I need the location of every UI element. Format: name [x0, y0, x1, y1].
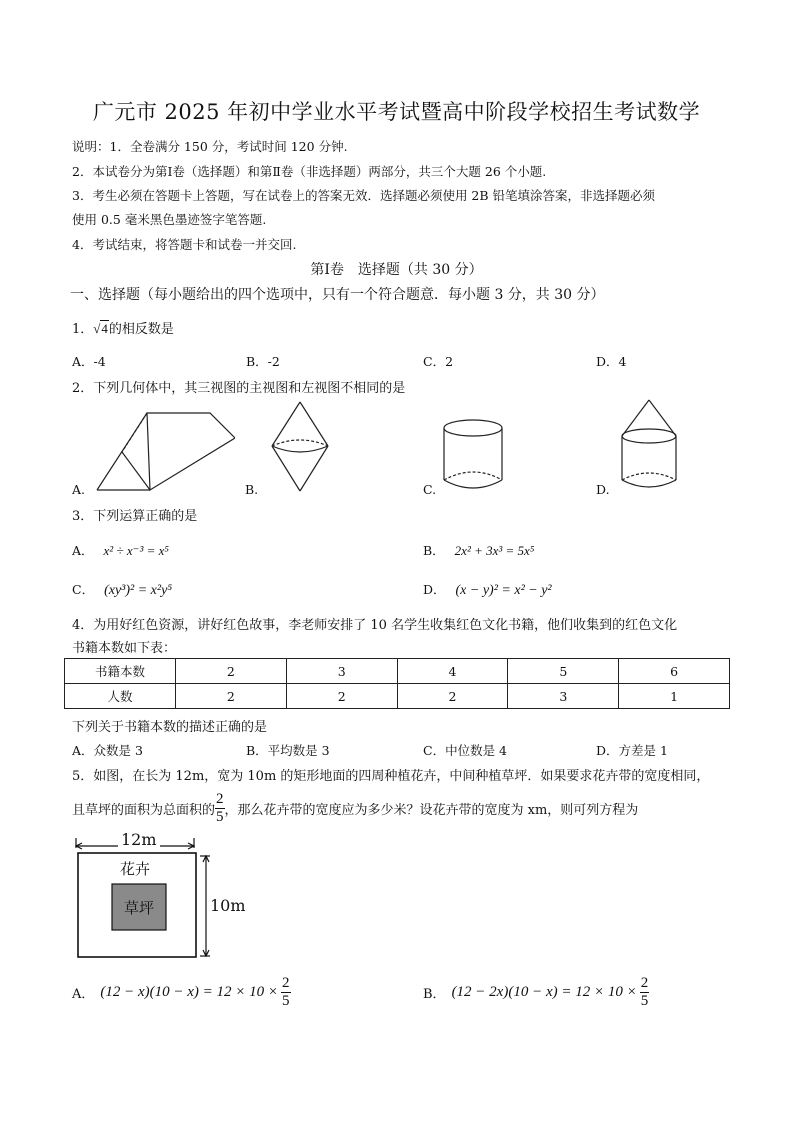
- q3-option-d: [423, 580, 552, 599]
- table-cell: 2: [176, 684, 287, 709]
- page-title: 广元市 2025 年初中学业水平考试暨高中阶段学校招生考试数学: [92, 100, 701, 124]
- q2-label-c: C.: [423, 482, 437, 497]
- note-2: 2．本试卷分为第Ⅰ卷（选择题）和第Ⅱ卷（非选择题）两部分，共三个大题 26 个小题.: [72, 164, 547, 179]
- q1-option-d: D．4: [596, 354, 627, 369]
- q2-label-d: D.: [596, 482, 610, 497]
- q3-expr-c: (xy³)² = x²y⁵: [104, 583, 173, 598]
- question-3: 3．下列运算正确的是: [72, 509, 198, 524]
- lawn-label: 草坪: [124, 899, 155, 917]
- table-row-header: 人数: [65, 684, 176, 709]
- sqrt-symbol: √: [93, 321, 101, 336]
- fraction-numerator: 2: [282, 974, 290, 991]
- q5-option-b: [423, 972, 649, 1012]
- q4-option-d: D．方差是 1: [596, 743, 668, 758]
- q5-text-b: ，那么花卉带的宽度应为多少米？设花卉带的宽度为 xm，则可列方程为: [224, 802, 639, 818]
- q5-label-b: B．: [423, 986, 446, 1002]
- flower-label: 花卉: [120, 860, 151, 878]
- table-cell: 1: [619, 684, 730, 709]
- q3-expr-b: 2x² + 3x³ = 5x⁵: [454, 543, 535, 558]
- note-1: 说明：1．全卷满分 150 分，考试时间 120 分钟.: [72, 139, 348, 154]
- q3-option-a: [72, 541, 169, 559]
- q2-label-a: A.: [72, 482, 86, 497]
- q5-option-a: [72, 972, 291, 1012]
- q4-option-c: C．中位数是 4: [423, 743, 507, 758]
- table-cell: 4: [397, 659, 508, 684]
- q5-label-a: A．: [72, 986, 95, 1002]
- question-1: [72, 318, 174, 337]
- table-row: [65, 684, 730, 709]
- table-cell: 5: [508, 659, 619, 684]
- q1-option-a: A．-4: [72, 354, 106, 369]
- table-cell: 6: [619, 659, 730, 684]
- section-title: 第Ⅰ卷 选择题（共 30 分）: [310, 262, 483, 278]
- fraction-numerator: 2: [640, 974, 649, 991]
- q3-option-b: [423, 541, 534, 559]
- q5-text-a: 且草坪的面积为总面积的: [72, 802, 216, 818]
- q3-expr-a: x² ÷ x⁻³ = x⁵: [103, 543, 169, 558]
- q3-expr-d: (x − y)² = x² − y²: [455, 583, 552, 598]
- table-row: [65, 659, 730, 684]
- table-cell: 2: [286, 684, 397, 709]
- q5-fraction: [215, 791, 225, 826]
- table-cell: 3: [508, 684, 619, 709]
- fraction-numerator: 2: [216, 790, 224, 807]
- q2-label-b: B.: [245, 482, 259, 497]
- q1-option-c: C．2: [423, 354, 454, 369]
- q5-expr-b: (12 − 2x)(10 − x) = 12 × 10 ×: [451, 983, 637, 1000]
- note-4: 4．考试结束，将答题卡和试卷一并交回.: [72, 237, 297, 252]
- triangular-prism-figure: [85, 408, 235, 498]
- fraction-denominator: 5: [282, 992, 290, 1009]
- table-cell: 3: [286, 659, 397, 684]
- q5-option-b-fraction: [640, 975, 650, 1010]
- cylinder-figure: [440, 418, 506, 490]
- books-table: [64, 658, 730, 709]
- question-4-line-2: 书籍本数如下表：: [72, 641, 177, 656]
- q1-radicand: 4: [101, 321, 108, 336]
- table-cell: 2: [397, 684, 508, 709]
- table-row-header: 书籍本数: [65, 659, 176, 684]
- table-cell: 2: [176, 659, 287, 684]
- fraction-denominator: 5: [640, 992, 649, 1009]
- question-5-line-1: 5．如图，在长为 12m，宽为 10m 的矩形地面的四周种植花卉，中间种植草坪．如果要求花卉带的宽度相同，: [72, 769, 710, 784]
- q3-label-c: C．: [72, 582, 95, 597]
- q3-label-a: A．: [72, 543, 94, 558]
- question-2: 2．下列几何体中，其三视图的主视图和左视图不相同的是: [72, 381, 406, 396]
- q1-option-b: B．-2: [246, 354, 280, 369]
- q3-option-c: [72, 580, 172, 599]
- q4-option-a: A．众数是 3: [72, 743, 143, 758]
- prism-face-top: [147, 413, 235, 490]
- q1-text: 的相反数是: [108, 322, 174, 337]
- q3-label-b: B．: [423, 543, 445, 558]
- part-title: 一、选择题（每小题给出的四个选项中，只有一个符合题意．每小题 3 分，共 30 分）: [70, 287, 605, 303]
- note-3: 3．考生必须在答题卡上答题，写在试卷上的答案无效．选择题必须使用 2B 铅笔填涂答案，非选择题必须: [72, 188, 656, 203]
- cone-on-cylinder-figure: [618, 398, 680, 492]
- fraction-denominator: 5: [216, 808, 224, 825]
- q3-label-d: D．: [423, 582, 446, 597]
- garden-figure: [70, 830, 246, 964]
- height-label: 10m: [210, 896, 246, 915]
- width-label: 12m: [118, 830, 160, 849]
- question-4-line-1: 4．为用好红色资源，讲好红色故事，李老师安排了 10 名学生收集红色文化书籍，他们收集到的红色文化: [72, 618, 678, 633]
- q5-expr-a: (12 − x)(10 − x) = 12 × 10 ×: [100, 983, 279, 1000]
- note-3-cont: 使用 0.5 毫米黑色墨迹签字笔答题.: [72, 212, 267, 227]
- question-5-line-2: [72, 788, 638, 828]
- q4-question: 下列关于书籍本数的描述正确的是: [72, 720, 268, 735]
- q4-option-b: B．平均数是 3: [246, 743, 330, 758]
- q5-option-a-fraction: [281, 975, 291, 1010]
- q1-number: 1．: [72, 322, 94, 337]
- double-cone-figure: [268, 400, 332, 494]
